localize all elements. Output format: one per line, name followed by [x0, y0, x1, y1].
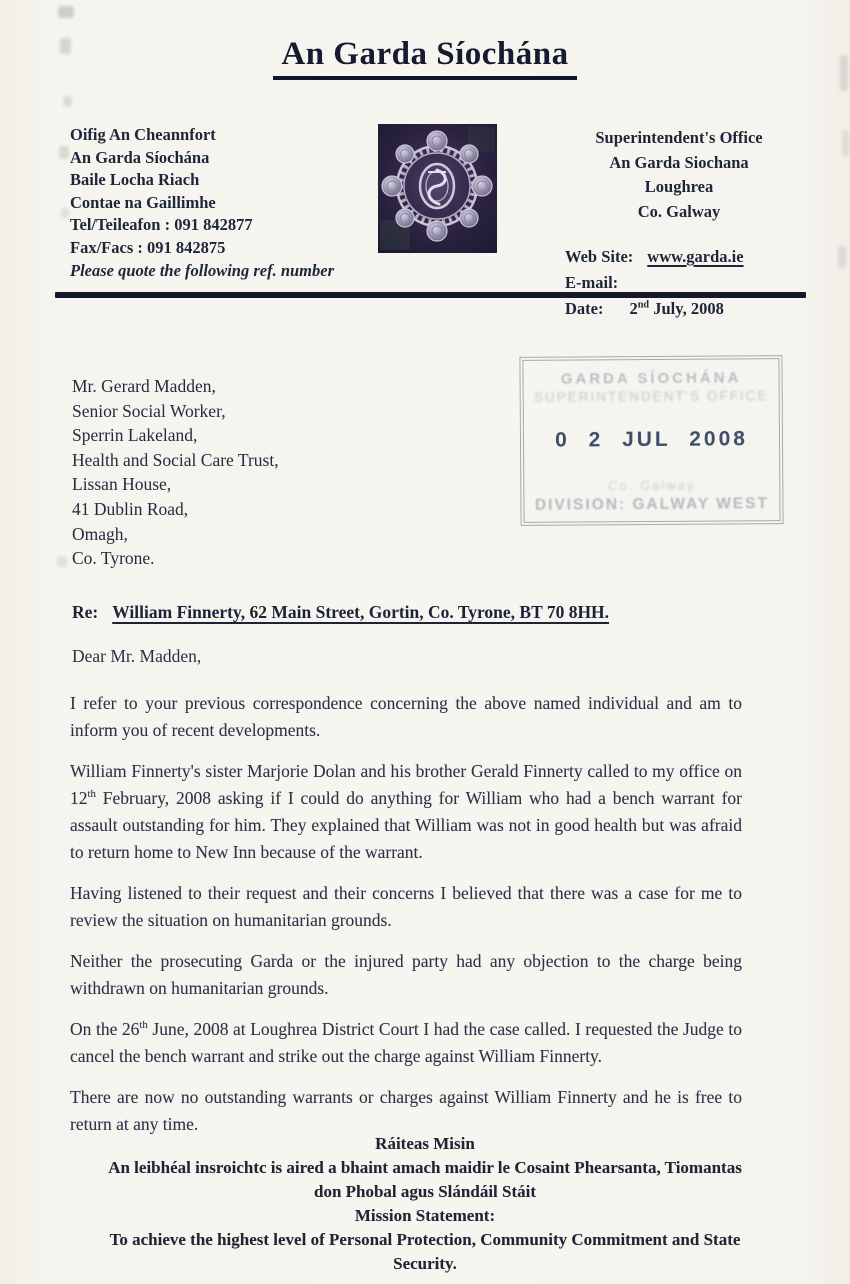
- scan-artifact: [58, 6, 74, 18]
- scan-artifact: [838, 246, 846, 268]
- office-line: Loughrea: [644, 177, 714, 196]
- paragraph: Neither the prosecuting Garda or the injured party had any objection to the charge being withdrawn on humanitarian grounds.: [70, 951, 742, 998]
- garda-crest-image: [378, 124, 497, 253]
- scan-artifact: [63, 96, 72, 107]
- stamp-division-line: DIVISION: GALWAY WEST: [534, 495, 770, 514]
- scan-artifact: [57, 556, 67, 567]
- received-date-stamp: [519, 355, 783, 526]
- paragraph: On the 26th June, 2008 at Loughrea District Court I had the case called. I requested the Judge to cancel the bench warrant and strike out the charge against William Finnerty.: [70, 1019, 742, 1066]
- stamp-date: 0 2 JUL 2008: [554, 427, 749, 452]
- sender-line: Baile Locha Riach: [70, 170, 200, 190]
- recipient-line: Omagh,: [72, 523, 128, 544]
- paragraph: William Finnerty's sister Marjorie Dolan and his brother Gerald Finnerty called to my office on 12th February, 2008 asking if I could do anything for William who had a bench warrant for assault outstanding for him. They explained that William was not in good health but was afraid to return home to New Inn because of the warrant.: [70, 761, 742, 862]
- letterhead-title: An Garda Síochána: [273, 36, 576, 80]
- mission-line: don Phobal agus Slándáil Stáit: [313, 1182, 537, 1201]
- recipient-line: Mr. Gerard Madden,: [72, 376, 216, 396]
- subject-line: [72, 602, 609, 623]
- office-line: Co. Galway: [637, 201, 721, 221]
- mission-line: Mission Statement:: [354, 1206, 496, 1225]
- garda-website-link[interactable]: www.garda.ie: [647, 247, 744, 266]
- page-title: [0, 36, 850, 80]
- stamp-office-line: SUPERINTENDENT'S OFFICE: [533, 388, 769, 405]
- mission-line: To achieve the highest level of Personal Protection, Community Commitment and State: [109, 1230, 741, 1249]
- ref-number-note: Please quote the following ref. number: [70, 260, 334, 280]
- paragraph: I refer to your previous correspondence concerning the above named individual and am to inform you of recent developments.: [70, 693, 742, 740]
- sender-line: Oifig An Cheannfort: [70, 125, 216, 144]
- date-row: [565, 296, 805, 322]
- paragraph: Having listened to their request and their concerns I believed that there was a case for me to review the situation on humanitarian grounds.: [70, 883, 742, 930]
- scan-artifact: [59, 146, 69, 159]
- email-label: E-mail:: [565, 273, 619, 292]
- header-divider: [55, 292, 806, 298]
- mission-line: An leibhéal insroichtc is aired a bhaint amach maidir le Cosaint Phearsanta, Tiomantas: [108, 1158, 742, 1177]
- salutation: Dear Mr. Madden,: [72, 646, 202, 666]
- letter-date: 2nd July, 2008: [629, 299, 724, 318]
- office-line: Superintendent's Office: [595, 128, 763, 147]
- recipient-line: Co. Tyrone.: [72, 548, 155, 569]
- sender-line: An Garda Síochána: [70, 147, 210, 167]
- sender-fax: Fax/Facs : 091 842875: [70, 237, 226, 257]
- recipient-line: 41 Dublin Road,: [72, 498, 189, 519]
- scan-artifact: [61, 208, 69, 218]
- recipient-line: Senior Social Worker,: [72, 400, 226, 421]
- sender-phone: Tel/Teileafon : 091 842877: [70, 215, 253, 235]
- mission-statement: [30, 1132, 820, 1276]
- letter-body: [70, 690, 742, 1152]
- mission-line: Ráiteas Misin: [375, 1134, 475, 1153]
- stamp-county-line: Co. Galway: [608, 477, 696, 494]
- date-label: Date:: [565, 299, 604, 318]
- website-row: [565, 244, 805, 270]
- mission-line: Security.: [393, 1254, 457, 1273]
- recipient-address-block: [72, 374, 279, 571]
- paragraph: There are now no outstanding warrants or charges against William Finnerty and he is free to return at any time.: [70, 1087, 742, 1134]
- re-label: Re:: [72, 602, 99, 622]
- website-label: Web Site:: [565, 247, 634, 266]
- contact-block: [553, 244, 805, 322]
- sender-address-block: [70, 124, 334, 282]
- office-line: An Garda Siochana: [609, 152, 749, 172]
- stamp-org-line: GARDA SÍOCHÁNA: [560, 369, 742, 388]
- recipient-line: Lissan House,: [72, 474, 172, 495]
- sender-line: Contae na Gaillimhe: [70, 192, 216, 212]
- re-subject: William Finnerty, 62 Main Street, Gortin, Co. Tyrone, BT 70 8HH.: [112, 602, 610, 622]
- recipient-line: Health and Social Care Trust,: [72, 449, 279, 470]
- recipient-line: Sperrin Lakeland,: [72, 425, 198, 446]
- scan-artifact: [842, 130, 849, 156]
